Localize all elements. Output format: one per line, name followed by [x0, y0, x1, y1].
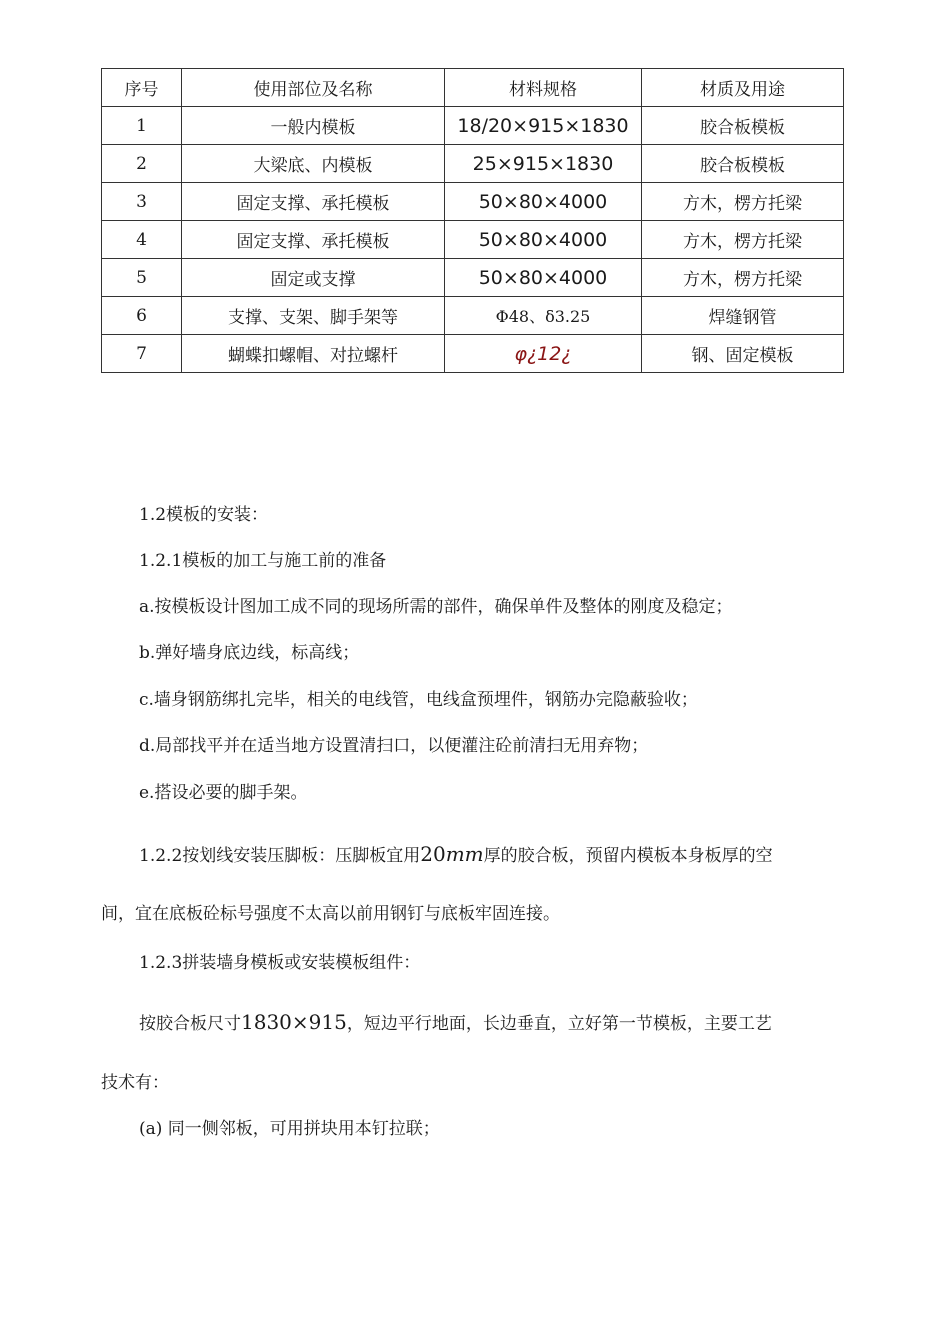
cell-part: 支撑、支架、脚手架等: [182, 297, 445, 335]
cell-spec: Φ48、δ3.25: [445, 297, 642, 335]
cell-no: 6: [102, 297, 182, 335]
table-row: [102, 183, 844, 221]
cell-no: 1: [102, 107, 182, 145]
cell-no: 3: [102, 183, 182, 221]
cell-spec: 50×80×4000: [445, 221, 642, 259]
table-row: [102, 221, 844, 259]
cell-use: 方木，楞方托梁: [642, 259, 844, 297]
cell-part: 固定或支撑: [182, 259, 445, 297]
cell-no: 5: [102, 259, 182, 297]
table-row: [102, 259, 844, 297]
math-value-20: 20: [420, 842, 446, 866]
cell-part: 大梁底、内模板: [182, 145, 445, 183]
cell-spec: 18/20×915×1830: [445, 107, 642, 145]
cell-use: 方木，楞方托梁: [642, 221, 844, 259]
technique-item-a: (a) 同一侧邻板，可用拼块用本钉拉联；: [139, 1119, 440, 1139]
cell-use: 胶合板模板: [642, 107, 844, 145]
list-item-a: a.按模板设计图加工成不同的现场所需的部件，确保单件及整体的刚度及稳定；: [139, 597, 733, 617]
cell-use: 方木，楞方托梁: [642, 183, 844, 221]
assembly-para-tail: ，短边平行地面，长边垂直，立好第一节模板，主要工艺: [346, 1014, 772, 1034]
header-part: 使用部位及名称: [182, 69, 445, 107]
table-row: [102, 335, 844, 373]
cell-part: 固定支撑、承托模板: [182, 221, 445, 259]
cell-use: 焊缝钢管: [642, 297, 844, 335]
section-1-2-2-lead: 1.2.2按划线安装压脚板：压脚板宜用: [139, 846, 421, 866]
section-1-2-2-tail: 厚的胶合板，预留内模板本身板厚的空: [483, 846, 773, 866]
cell-use: 钢、固定模板: [642, 335, 844, 373]
cell-part: 固定支撑、承托模板: [182, 183, 445, 221]
assembly-para-line1: [139, 1010, 772, 1036]
section-1-2-2-line1: [139, 842, 773, 868]
list-item-c: c.墙身钢筋绑扎完毕，相关的电线管，电线盒预埋件，钢筋办完隐蔽验收；: [139, 690, 698, 710]
header-no: 序号: [102, 69, 182, 107]
list-item-b: b.弹好墙身底边线，标高线；: [139, 643, 360, 663]
math-size-1830x915: 1830×915: [241, 1010, 347, 1034]
table-header-row: [102, 69, 844, 107]
cell-spec: φ¿12¿: [445, 335, 642, 373]
table-row: [102, 297, 844, 335]
header-spec: 材料规格: [445, 69, 642, 107]
cell-use: 胶合板模板: [642, 145, 844, 183]
assembly-para-line2: 技术有：: [101, 1073, 169, 1093]
cell-part: 一般内模板: [182, 107, 445, 145]
header-use: 材质及用途: [642, 69, 844, 107]
cell-spec: 25×915×1830: [445, 145, 642, 183]
section-heading-1-2-1: 1.2.1模板的加工与施工前的准备: [139, 551, 387, 571]
section-heading-1-2: 1.2模板的安装：: [139, 505, 269, 525]
table-row: [102, 145, 844, 183]
cell-spec: 50×80×4000: [445, 183, 642, 221]
material-spec-table: [101, 68, 844, 373]
table-row: [102, 107, 844, 145]
cell-no: 2: [102, 145, 182, 183]
math-unit-mm: mm: [445, 842, 484, 866]
cell-part: 蝴蝶扣螺帽、对拉螺杆: [182, 335, 445, 373]
cell-no: 7: [102, 335, 182, 373]
cell-no: 4: [102, 221, 182, 259]
list-item-d: d.局部找平并在适当地方设置清扫口，以便灌注砼前清扫无用弃物；: [139, 736, 649, 756]
section-heading-1-2-3: 1.2.3拼装墙身模板或安装模板组件：: [139, 953, 421, 973]
assembly-para-lead: 按胶合板尺寸: [139, 1014, 241, 1034]
section-1-2-2-line2: 间，宜在底板砼标号强度不太高以前用钢钉与底板牢固连接。: [101, 904, 560, 924]
cell-spec: 50×80×4000: [445, 259, 642, 297]
list-item-e: e.搭设必要的脚手架。: [139, 783, 308, 803]
